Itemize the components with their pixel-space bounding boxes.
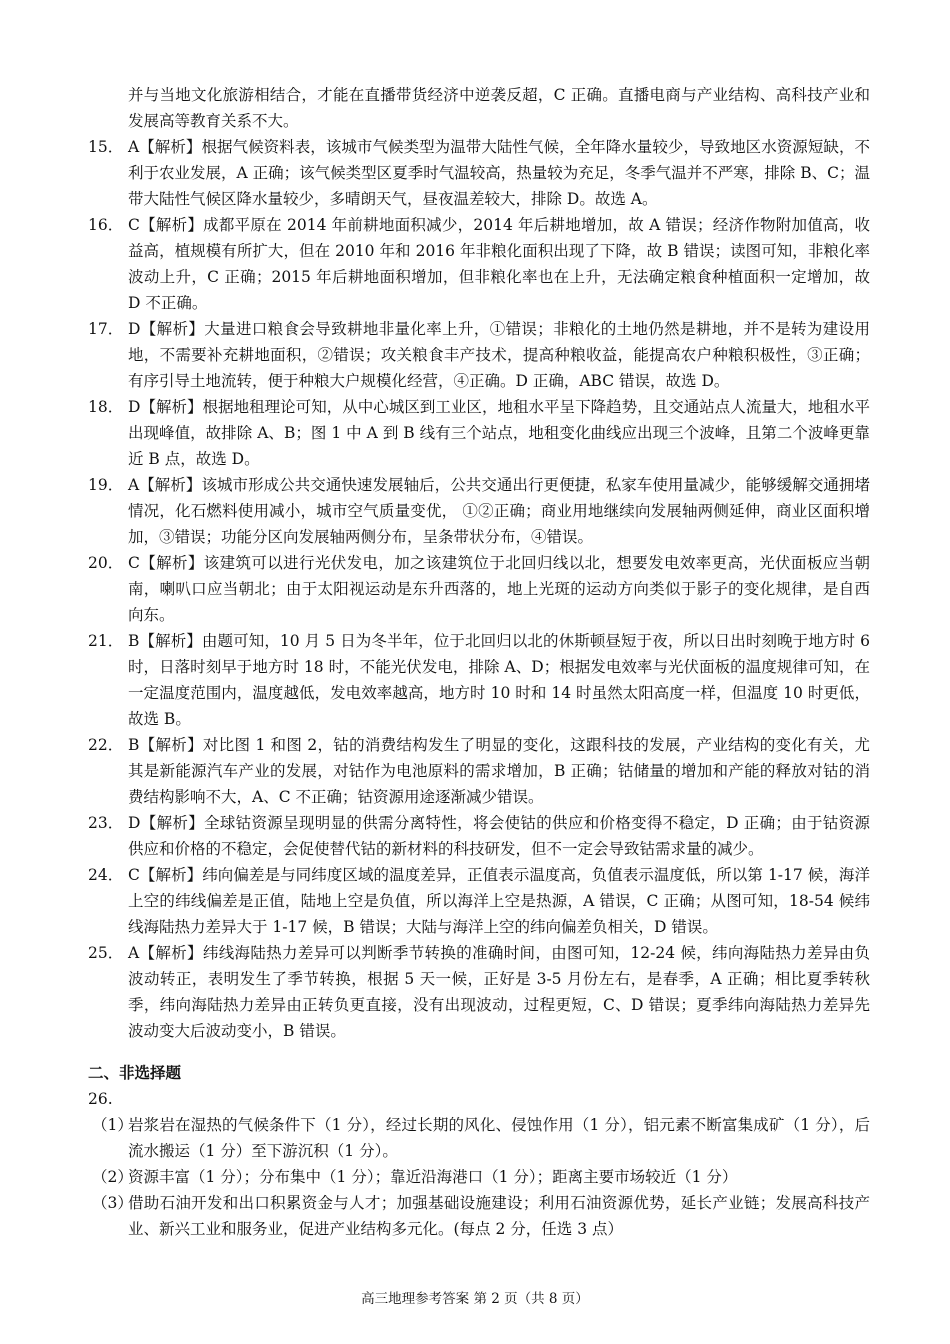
item-number: 19． (88, 476, 124, 494)
answer-content (88, 82, 870, 1242)
item-text: B【解析】对比图 1 和图 2，钴的消费结构发生了明显的变化，这跟科技的发展，产业结构的变化有关，尤其是新能源汽车产业的发展，对钴作为电池原料的需求增加，B 正确；钴储量的增加和产能的释放对钴的消费结构影响不大，A、C 不正确；钴资源用途逐渐减少错误。 (128, 736, 870, 806)
item-text: D【解析】根据地租理论可知，从中心城区到工业区，地租水平呈下降趋势，且交通站点人流量大，地租水平出现峰值，故排除 A、B；图 1 中 A 到 B 线有三个站点，地租变化曲线应出现三个波峰，且第二个波峰更靠近 B 点，故选 D。 (128, 398, 870, 468)
sub-number: （3） (92, 1194, 133, 1212)
sub-text: 岩浆岩在湿热的气候条件下（1 分），经过长期的风化、侵蚀作用（1 分），铝元素不断富集成矿（1 分），后流水搬运（1 分）至下游沉积（1 分）。 (128, 1116, 870, 1160)
sub-answer-3 (88, 1190, 870, 1242)
item-text: C【解析】成都平原在 2014 年前耕地面积减少，2014 年后耕地增加，故 A 错误；经济作物附加值高，收益高，植规模有所扩大，但在 2010 年和 2016 年非粮化面积出现了下降，故 B 错误；读图可知，非粮化率波动上升，C 正确；2015 年后耕地面积增加，但非粮化率也在上升，无法确定粮食种植面积一定增加，故 D 不正确。 (128, 216, 870, 312)
item-text: D【解析】全球钴资源呈现明显的供需分离特性，将会使钴的供应和价格变得不稳定，D 正确；由于钴资源供应和价格的不稳定，会促使替代钴的新材料的科技研发，但不一定会导致钴需求量的减少。 (128, 814, 870, 858)
answer-item-20 (88, 550, 870, 628)
continuation-text: 并与当地文化旅游相结合，才能在直播带货经济中逆袭反超，C 正确。直播电商与产业结构、高科技产业和发展高等教育关系不大。 (128, 86, 870, 130)
item-number: 24． (88, 866, 124, 884)
page-footer: 高三地理参考答案 第 2 页（共 8 页） (361, 1291, 589, 1307)
item-number: 23． (88, 814, 124, 832)
item-text: A【解析】纬线海陆热力差异可以判断季节转换的准确时间，由图可知，12-24 候，纬向海陆热力差异由负波动转正，表明发生了季节转换，根据 5 天一候，正好是 3-5 月份左右，是春季，A 正确；相比夏季转秋季，纬向海陆热力差异由正转负更直接，没有出现波动，过程更短，C、D 错误；夏季纬向海陆热力差异先波动变大后波动变小，B 错误。 (128, 944, 870, 1040)
item-text: A【解析】该城市形成公共交通快速发展轴后，公共交通出行更便捷，私家车使用量减少，能够缓解交通拥堵情况，化石燃料使用减小，城市空气质量变优， ①②正确；商业用地继续向发展轴两侧延伸，商业区面积增加，③错误；功能分区向发展轴两侧分布，呈条带状分布，④错误。 (128, 476, 870, 546)
answer-item-25 (88, 940, 870, 1044)
answer-item-22 (88, 732, 870, 810)
sub-number: （1） (92, 1116, 133, 1134)
item-number: 18． (88, 398, 124, 416)
answer-item-23 (88, 810, 870, 862)
answer-item-21 (88, 628, 870, 732)
item-number: 20． (88, 554, 124, 572)
answer-item-16 (88, 212, 870, 316)
item-text: D【解析】大量进口粮食会导致耕地非量化率上升，①错误；非粮化的土地仍然是耕地，并不是转为建设用地，不需要补充耕地面积，②错误；攻关粮食丰产技术，提高种粮收益，能提高农户种粮积极性，③正确；有序引导土地流转，便于种粮大户规模化经营，④正确。D 正确，ABC 错误，故选 D。 (128, 320, 870, 390)
section-title: 二、非选择题 (88, 1063, 182, 1082)
item-text: C【解析】该建筑可以进行光伏发电，加之该建筑位于北回归线以北，想要发电效率更高，光伏面板应当朝南，喇叭口应当朝北；由于太阳视运动是东升西落的，地上光斑的运动方向类似于影子的变化规律，是自西向东。 (128, 554, 870, 624)
item-number: 25． (88, 944, 124, 962)
item-number: 17． (88, 320, 124, 338)
item-text: A【解析】根据气候资料表，该城市气候类型为温带大陆性气候，全年降水量较少，导致地区水资源短缺，不利于农业发展，A 正确；该气候类型区夏季时气温较高，热量较为充足，冬季气温并不严寒，排除 B、C；温带大陆性气候区降水量较少，多晴朗天气，昼夜温差较大，排除 D。故选 A。 (128, 138, 870, 208)
answer-item-19 (88, 472, 870, 550)
item-number: 22． (88, 736, 124, 754)
item-number: 16． (88, 216, 124, 234)
item-text: C【解析】纬向偏差是与同纬度区域的温度差异，正值表示温度高，负值表示温度低，所以第 1-17 候，海洋上空的纬线偏差是正值，陆地上空是负值，所以海洋上空是热源，A 错误，C 正确；从图可知，18-54 候纬线海陆热力差异大于 1-17 候，B 错误；大陆与海洋上空的纬向偏差负相关，D 错误。 (128, 866, 870, 936)
answer-item-18 (88, 394, 870, 472)
item-number: 15． (88, 138, 124, 156)
item-text: B【解析】由题可知，10 月 5 日为冬半年，位于北回归以北的休斯顿昼短于夜，所以日出时刻晚于地方时 6 时，日落时刻早于地方时 18 时，不能光伏发电，排除 A、D；根据发电效率与光伏面板的温度规律可知，在一定温度范围内，温度越低，发电效率越高，地方时 10 时和 14 时虽然太阳高度一样，但温度 10 时更低，故选 B。 (128, 632, 870, 728)
answer-item-24 (88, 862, 870, 940)
answer-item-15 (88, 134, 870, 212)
sub-answer-1 (88, 1112, 870, 1164)
sub-text: 借助石油开发和出口积累资金与人才；加强基础设施建设；利用石油资源优势，延长产业链；发展高科技产业、新兴工业和服务业，促进产业结构多元化。(每点 2 分，任选 3 点） (128, 1194, 870, 1238)
sub-answer-2 (88, 1164, 870, 1190)
sub-text: 资源丰富（1 分）；分布集中（1 分）；靠近沿海港口（1 分）；距离主要市场较近（1 分） (128, 1168, 738, 1186)
question-number: 26. (88, 1090, 113, 1108)
sub-number: （2） (92, 1168, 133, 1186)
item-number: 21． (88, 632, 124, 650)
answer-item-17 (88, 316, 870, 394)
